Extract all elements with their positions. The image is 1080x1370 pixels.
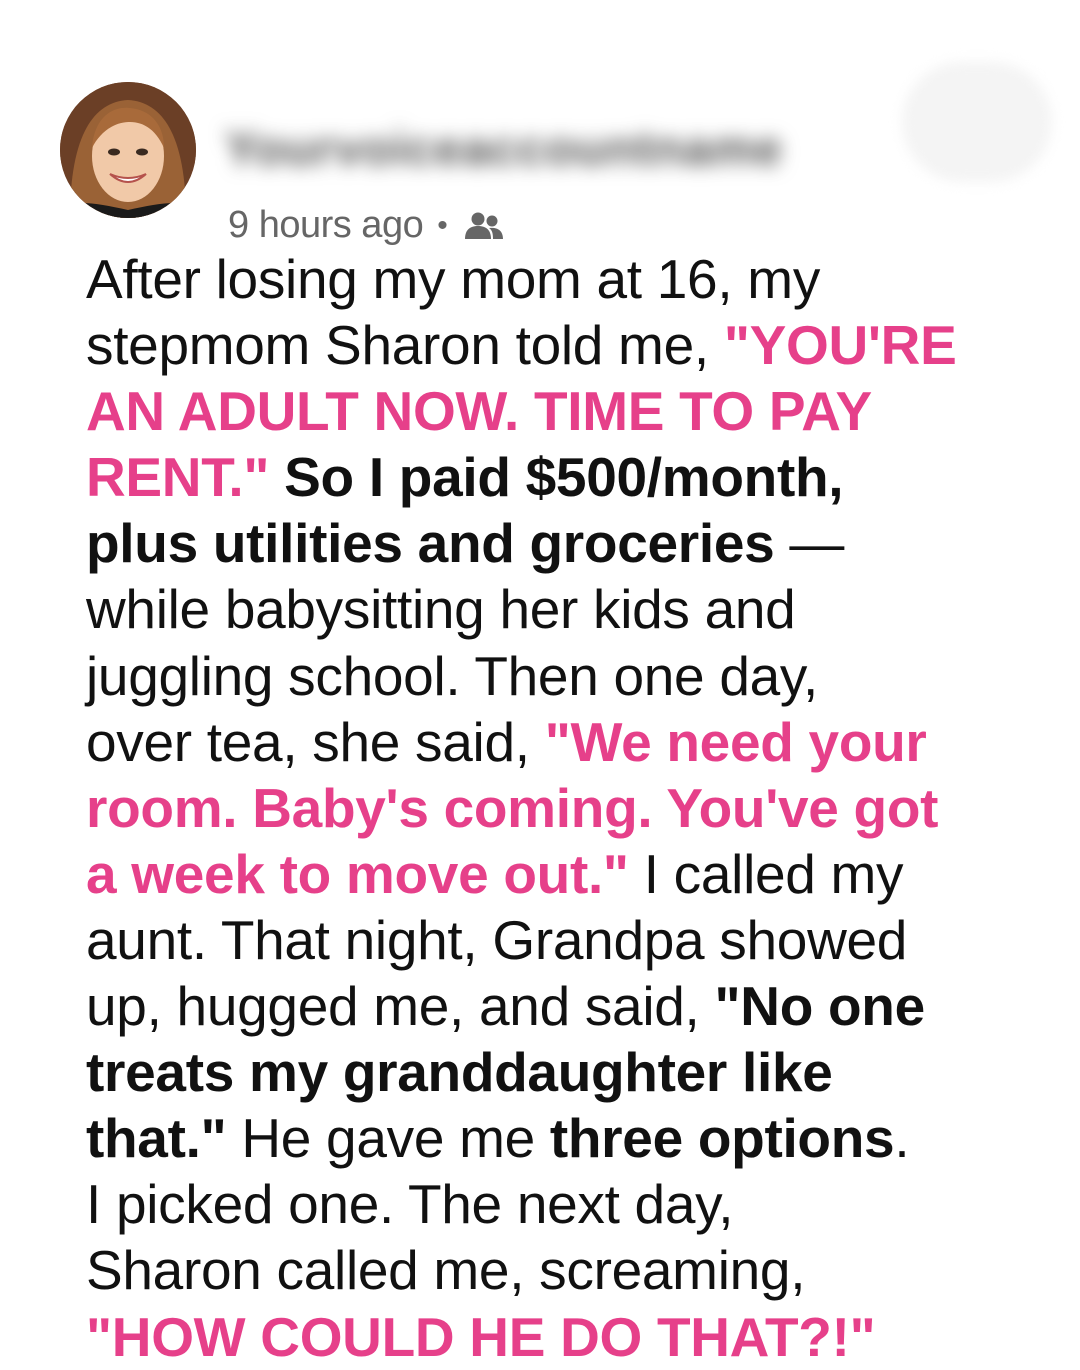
body-text: I picked one. The next day, (86, 1173, 734, 1236)
post-body (86, 246, 1046, 1370)
body-text: up, hugged me, and said, (86, 975, 715, 1038)
body-text: After losing my mom at 16, my (86, 248, 821, 310)
post-line (86, 1105, 1046, 1171)
body-text: stepmom Sharon told me, (86, 314, 724, 377)
post-line (86, 1039, 1046, 1105)
highlighted-quote: "YOU'RE (723, 314, 957, 377)
avatar-photo (60, 82, 196, 218)
post-line (86, 1304, 1046, 1370)
highlighted-quote: RENT." (86, 446, 270, 509)
body-text: — (774, 512, 845, 575)
highlighted-quote: a week to move out." (86, 842, 629, 905)
highlighted-quote: AN ADULT NOW. TIME TO PAY (86, 380, 872, 443)
body-text: while babysitting her kids and (86, 578, 796, 641)
post-line (86, 576, 1046, 642)
bold-text: three options (549, 1107, 895, 1170)
bold-text: that." (86, 1107, 227, 1170)
bold-text: "No one (714, 975, 925, 1038)
username[interactable]: Yourvoiceaccountname (225, 123, 783, 176)
post-line (86, 312, 1046, 378)
friends-icon[interactable] (461, 209, 507, 243)
bold-text: plus utilities and groceries (86, 512, 775, 575)
body-text: Sharon called me, screaming, (86, 1239, 806, 1302)
body-text: I called my (628, 842, 904, 905)
body-text: . (894, 1107, 910, 1170)
post-line (86, 775, 1046, 841)
highlighted-quote: "HOW COULD HE DO THAT?!" (86, 1305, 876, 1368)
body-text: aunt. That night, Grandpa showed (86, 908, 908, 971)
blurred-corner (902, 62, 1052, 182)
post-meta (228, 204, 507, 247)
bold-text: treats my granddaughter like (86, 1041, 833, 1104)
body-text: juggling school. Then one day, (86, 644, 818, 707)
body-text: He gave me (226, 1107, 550, 1170)
bold-text: So I paid $500/month, (284, 446, 844, 509)
post-line (86, 643, 1046, 709)
avatar[interactable] (60, 82, 196, 218)
post-line (86, 246, 1046, 312)
post-line (86, 907, 1046, 973)
post-line (86, 1237, 1046, 1303)
post-line (86, 1171, 1046, 1237)
body-text: over tea, she said, (86, 710, 545, 773)
post-line (86, 444, 1046, 510)
post-line (86, 510, 1046, 576)
timestamp[interactable]: 9 hours ago (228, 204, 424, 246)
body-text (269, 446, 284, 508)
highlighted-quote: room. Baby's coming. You've got (86, 776, 939, 839)
post-line (86, 841, 1046, 907)
post-line (86, 378, 1046, 444)
highlighted-quote: "We need your (544, 710, 927, 773)
post-line (86, 973, 1046, 1039)
post-line (86, 709, 1046, 775)
meta-separator: • (437, 208, 448, 242)
